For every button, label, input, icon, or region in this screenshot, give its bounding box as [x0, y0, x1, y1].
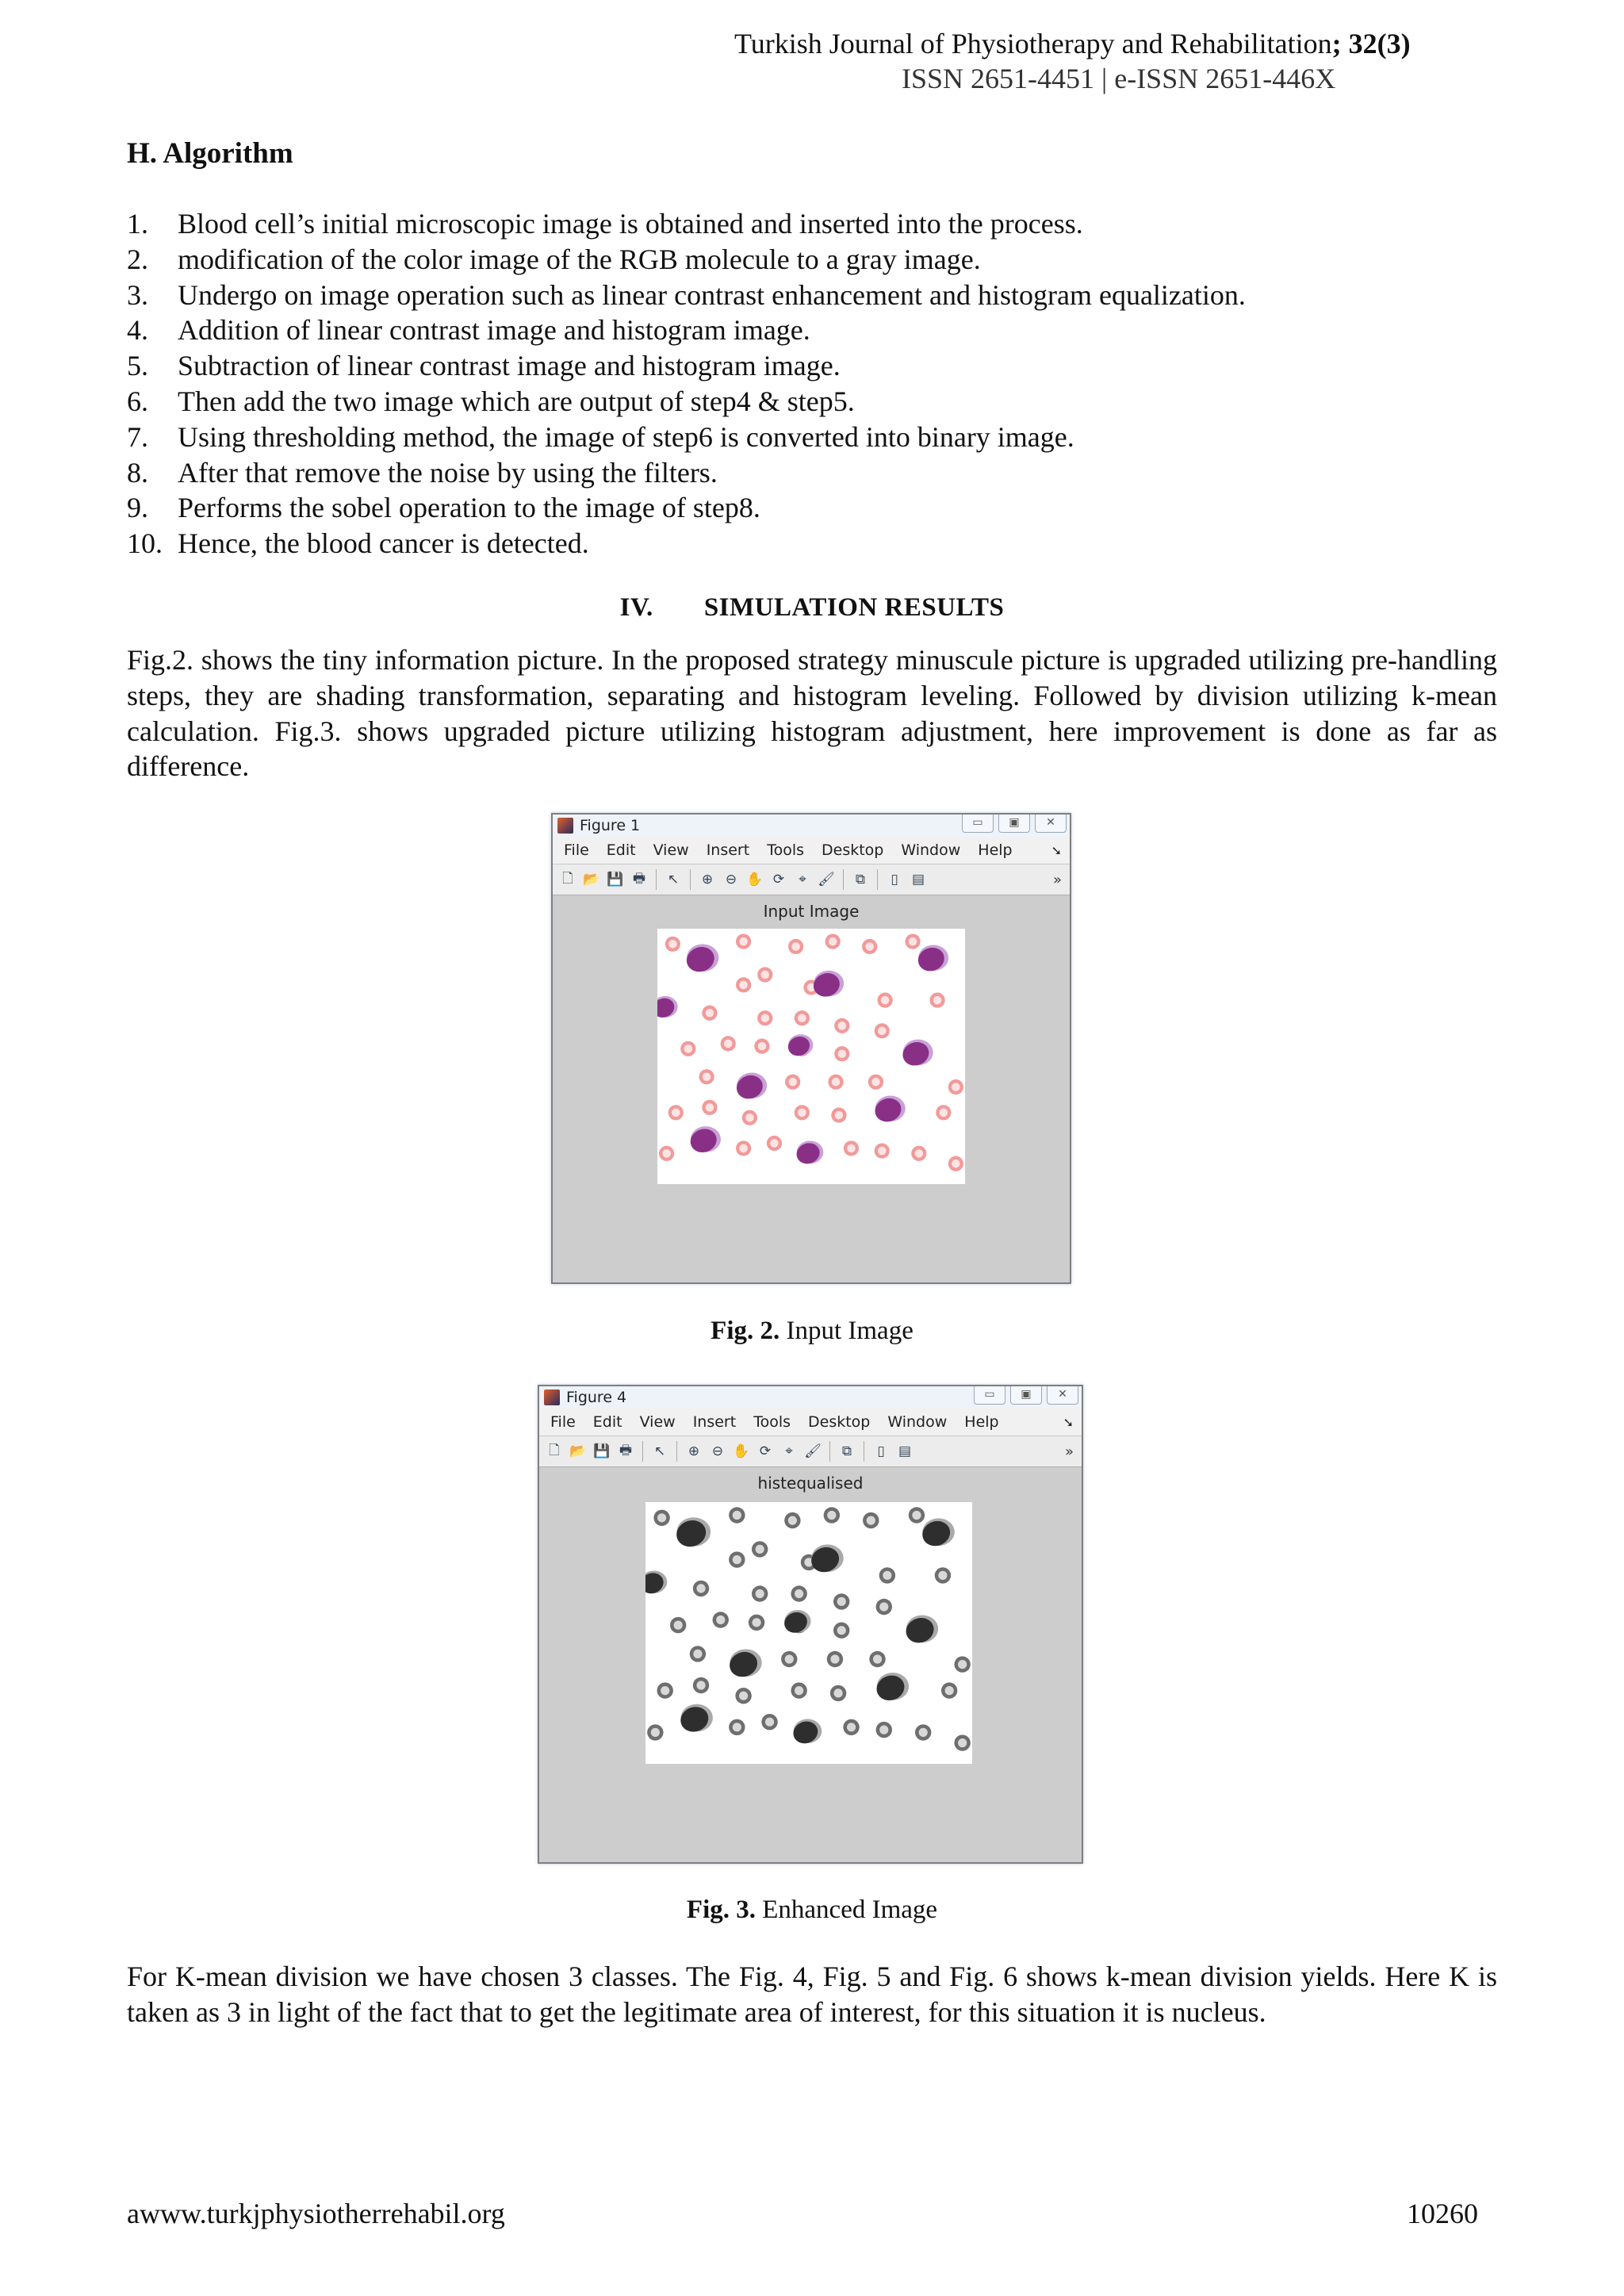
pan-icon[interactable]: ✋: [746, 872, 764, 887]
red-blood-cell-center: [798, 1014, 806, 1022]
step-text: Then add the two image which are output of step4 & step5.: [178, 385, 855, 417]
red-blood-cell-center: [758, 1042, 767, 1051]
red-blood-cell-center: [838, 1049, 847, 1058]
step-number: 4.: [127, 314, 148, 347]
menu-file[interactable]: File: [564, 841, 589, 859]
window-controls: [962, 815, 1067, 833]
zoom-in-icon[interactable]: ⊕: [701, 872, 714, 887]
new-figure-icon[interactable]: 🗋: [549, 1442, 560, 1458]
red-blood-cell-center: [672, 1109, 680, 1117]
link-plot-icon[interactable]: ⧉: [841, 1443, 852, 1459]
figure-caption: [0, 1317, 1624, 1346]
red-blood-cell-center: [940, 1109, 948, 1117]
step-text: Undergo on image operation such as linear contrast enhancement and histogram equalization.: [178, 278, 1246, 311]
window-title: Figure 1: [580, 817, 641, 834]
footer-url: awww.turkjphysiotherrehabil.org: [127, 2198, 505, 2229]
step-text: Hence, the blood cancer is detected.: [178, 527, 589, 560]
menu-bar: [539, 1409, 1082, 1436]
maximize-icon[interactable]: ▣: [1010, 1386, 1042, 1405]
step-number: 5.: [127, 350, 148, 382]
red-blood-cell-center: [651, 1728, 660, 1737]
journal-header: [734, 27, 1624, 60]
red-blood-cell-center: [912, 1511, 921, 1520]
red-blood-cell-center: [706, 1009, 714, 1018]
red-blood-cell-center: [662, 1149, 671, 1158]
colorbar-icon[interactable]: ▯: [891, 872, 898, 887]
red-blood-cell-center: [795, 1589, 803, 1598]
step-number: 7.: [127, 420, 148, 453]
red-blood-cell-center: [833, 1688, 842, 1697]
menu-view[interactable]: View: [653, 841, 689, 859]
red-blood-cell-center: [706, 1103, 714, 1112]
algorithm-step: [127, 206, 1246, 242]
data-cursor-icon[interactable]: ⌖: [799, 872, 806, 887]
blood-smear-image: [657, 929, 965, 1184]
red-blood-cell-center: [878, 1147, 887, 1156]
section-heading-simulation: [0, 593, 1624, 623]
matlab-icon: [544, 1389, 560, 1405]
red-blood-cell-center: [657, 1513, 666, 1522]
red-blood-cell-center: [867, 1516, 875, 1524]
algorithm-step: [127, 348, 1246, 384]
red-blood-cell-center: [847, 1144, 856, 1153]
red-blood-cell-center: [878, 1027, 887, 1036]
toolbar-separator: [843, 869, 844, 890]
red-blood-cell-center: [739, 981, 748, 990]
dock-arrow-icon[interactable]: ➘: [1063, 1414, 1074, 1430]
close-icon[interactable]: ✕: [1047, 1386, 1078, 1405]
journal-volume: ; 32(3): [1331, 28, 1411, 59]
axes-title: histequalised: [757, 1474, 864, 1493]
red-blood-cell-center: [761, 1014, 770, 1022]
figure-window-enhanced[interactable]: [538, 1385, 1083, 1864]
menu-window[interactable]: Window: [901, 841, 961, 859]
pointer-icon[interactable]: ↖: [667, 872, 680, 887]
step-text: Using thresholding method, the image of step6 is converted into binary image.: [178, 420, 1074, 453]
red-blood-cell-center: [827, 1511, 836, 1520]
red-blood-cell-center: [879, 1725, 888, 1734]
red-blood-cell-center: [739, 937, 748, 946]
matlab-icon: [557, 818, 573, 834]
red-blood-cell-center: [952, 1083, 960, 1091]
red-blood-cell-center: [952, 1159, 960, 1168]
toolbar-separator: [642, 1441, 643, 1462]
section-title: SIMULATION RESULTS: [703, 593, 1005, 622]
caption-text: Enhanced Image: [756, 1895, 938, 1924]
print-icon[interactable]: 🖶: [619, 1442, 633, 1458]
toolbar-overflow-icon[interactable]: »: [1064, 1443, 1074, 1460]
red-blood-cell-center: [684, 1045, 693, 1053]
red-blood-cell-center: [733, 1555, 741, 1564]
menu-edit[interactable]: Edit: [592, 1413, 622, 1431]
red-blood-cell-center: [881, 996, 890, 1005]
step-text: After that remove the noise by using the filters.: [178, 456, 718, 489]
menu-insert[interactable]: Insert: [692, 1413, 737, 1431]
paragraph-simulation-intro: Fig.2. shows the tiny information picture. In the proposed strategy minuscule picture is upgraded utilizing pre-handling steps, they are shading transformation, separating and histogram leveling. Followed by division utilizing k-mean calculation. Fig.3. shows upgraded picture utilizing histogram adjustment, here improvement is done as far as difference.: [127, 644, 1497, 783]
step-text: Blood cell’s initial microscopic image is obtained and inserted into the process.: [178, 208, 1083, 240]
red-blood-cell-center: [938, 1571, 947, 1580]
red-blood-cell-center: [879, 1602, 888, 1611]
zoom-out-icon[interactable]: ⊖: [725, 872, 737, 887]
menu-file[interactable]: File: [550, 1413, 576, 1431]
section-number: IV.: [619, 593, 653, 622]
red-blood-cell-center: [674, 1620, 683, 1629]
red-blood-cell-center: [752, 1618, 760, 1627]
red-blood-cell-center: [847, 1723, 856, 1731]
data-cursor-icon[interactable]: ⌖: [785, 1443, 793, 1459]
dock-arrow-icon[interactable]: ➘: [1051, 842, 1062, 858]
open-file-icon[interactable]: 📂: [569, 1443, 587, 1459]
maximize-icon[interactable]: ▣: [998, 815, 1030, 833]
algorithm-step: [127, 278, 1246, 313]
algorithm-step: [127, 242, 1246, 278]
figure-toolbar: [553, 864, 1070, 895]
step-text: Performs the sobel operation to the image of step8.: [178, 492, 760, 524]
red-blood-cell-center: [661, 1686, 669, 1695]
red-blood-cell-center: [883, 1571, 891, 1580]
brush-icon[interactable]: 🖌: [818, 872, 835, 887]
zoom-in-icon[interactable]: ⊕: [688, 1443, 700, 1459]
algorithm-list: [127, 206, 1246, 562]
algorithm-step: [127, 420, 1246, 455]
red-blood-cell-center: [693, 1650, 702, 1658]
link-plot-icon[interactable]: ⧉: [855, 872, 866, 887]
algorithm-step: [127, 455, 1246, 491]
paragraph-kmean: For K-mean division we have chosen 3 classes. The Fig. 4, Fig. 5 and Fig. 6 shows k-mean division yields. Here K is taken as 3 in light of the fact that to get the legitimate area of interest, for this situation it is nucleus.: [127, 1961, 1497, 2028]
algorithm-step: [127, 490, 1246, 526]
toolbar-separator: [656, 869, 657, 890]
red-blood-cell-center: [835, 1111, 844, 1120]
minimize-icon[interactable]: ▭: [962, 815, 994, 833]
algorithm-step: [127, 312, 1246, 348]
axes-title: Input Image: [763, 902, 860, 921]
red-blood-cell-center: [765, 1718, 774, 1727]
red-blood-cell-center: [703, 1072, 711, 1081]
step-number: 2.: [127, 243, 148, 275]
caption-label: Fig. 2.: [710, 1317, 780, 1345]
plot-area: [553, 895, 1070, 1282]
legend-icon[interactable]: ▤: [898, 1443, 912, 1459]
step-text: Addition of linear contrast image and histogram image.: [178, 314, 810, 347]
red-blood-cell-center: [958, 1660, 967, 1669]
menu-edit[interactable]: Edit: [606, 841, 636, 859]
plot-area: [539, 1467, 1082, 1862]
window-titlebar[interactable]: [553, 815, 1070, 837]
zoom-out-icon[interactable]: ⊖: [711, 1443, 724, 1459]
red-blood-cell-center: [795, 1686, 803, 1695]
figure-toolbar: [539, 1436, 1082, 1467]
red-blood-cell-center: [745, 1114, 754, 1122]
save-icon[interactable]: 💾: [593, 1443, 611, 1459]
red-blood-cell-center: [696, 1681, 705, 1689]
journal-issn: ISSN 2651-4451 | e-ISSN 2651-446X: [902, 63, 1336, 94]
red-blood-cell-center: [770, 1139, 779, 1148]
rotate-icon[interactable]: ⟳: [759, 1443, 772, 1459]
toolbar-separator: [877, 869, 878, 890]
red-blood-cell-center: [837, 1597, 846, 1606]
blood-smear-color-svg: [657, 929, 965, 1184]
menu-desktop[interactable]: Desktop: [822, 841, 884, 859]
red-blood-cell-center: [919, 1728, 928, 1737]
legend-icon[interactable]: ▤: [911, 872, 925, 887]
pointer-icon[interactable]: ↖: [653, 1443, 666, 1459]
red-blood-cell-center: [873, 1654, 882, 1663]
toolbar-separator: [690, 869, 691, 890]
menu-insert[interactable]: Insert: [706, 841, 750, 859]
red-blood-cell-center: [788, 1516, 797, 1524]
page-number: 10260: [1407, 2198, 1478, 2229]
algorithm-step: [127, 384, 1246, 420]
colorbar-icon[interactable]: ▯: [877, 1443, 885, 1459]
red-blood-cell-center: [668, 940, 677, 949]
step-number: 1.: [127, 208, 148, 240]
close-icon[interactable]: ✕: [1035, 815, 1067, 833]
menu-desktop[interactable]: Desktop: [808, 1413, 871, 1431]
menu-tools[interactable]: Tools: [767, 841, 804, 859]
red-blood-cell-center: [865, 942, 874, 951]
red-blood-cell-center: [837, 1626, 846, 1635]
red-blood-cell-center: [739, 1692, 748, 1700]
toolbar-separator: [676, 1441, 677, 1462]
red-blood-cell-center: [829, 937, 837, 946]
red-blood-cell-center: [756, 1545, 764, 1554]
menu-help[interactable]: Help: [978, 841, 1013, 859]
toolbar-overflow-icon[interactable]: »: [1052, 871, 1062, 888]
journal-title: Turkish Journal of Physiotherapy and Rehabilitation: [734, 28, 1332, 59]
save-icon[interactable]: 💾: [607, 872, 624, 887]
step-text: Subtraction of linear contrast image and histogram image.: [178, 350, 841, 382]
step-number: 10.: [127, 527, 163, 560]
step-text: modification of the color image of the RGB molecule to a gray image.: [178, 243, 981, 275]
menu-window[interactable]: Window: [887, 1413, 948, 1431]
red-blood-cell-center: [761, 971, 770, 979]
window-titlebar[interactable]: [539, 1386, 1082, 1409]
red-blood-cell-center: [785, 1654, 794, 1663]
red-blood-cell-center: [909, 937, 917, 946]
section-heading-algorithm: H. Algorithm: [127, 137, 293, 170]
step-number: 6.: [127, 385, 148, 417]
red-blood-cell-center: [733, 1723, 741, 1731]
red-blood-cell-center: [791, 942, 800, 951]
red-blood-cell-center: [838, 1022, 847, 1030]
menu-view[interactable]: View: [639, 1413, 676, 1431]
enhanced-smear-image: [645, 1502, 972, 1764]
new-figure-icon[interactable]: 🗋: [562, 870, 573, 887]
red-blood-cell-center: [871, 1078, 880, 1087]
red-blood-cell-center: [915, 1149, 924, 1158]
caption-label: Fig. 3.: [686, 1895, 756, 1924]
window-controls: [974, 1386, 1078, 1405]
rotate-icon[interactable]: ⟳: [772, 872, 785, 887]
menu-bar: [553, 837, 1070, 864]
open-file-icon[interactable]: 📂: [583, 872, 600, 887]
figure-caption: [0, 1895, 1624, 1925]
red-blood-cell-center: [716, 1616, 725, 1624]
red-blood-cell-center: [756, 1589, 764, 1598]
red-blood-cell-center: [798, 1109, 806, 1117]
red-blood-cell-center: [696, 1584, 705, 1593]
red-blood-cell-center: [788, 1078, 797, 1087]
step-number: 9.: [127, 492, 148, 524]
red-blood-cell-center: [933, 996, 942, 1005]
toolbar-separator: [829, 1441, 830, 1462]
blood-smear-gray-svg: [645, 1502, 972, 1764]
figure-window-input[interactable]: [551, 813, 1071, 1284]
red-blood-cell-center: [739, 1144, 748, 1153]
red-blood-cell-center: [945, 1686, 954, 1695]
caption-text: Input Image: [779, 1317, 914, 1345]
minimize-icon[interactable]: ▭: [974, 1386, 1005, 1405]
menu-tools[interactable]: Tools: [753, 1413, 791, 1431]
menu-help[interactable]: Help: [964, 1413, 999, 1431]
step-number: 3.: [127, 278, 148, 311]
red-blood-cell-center: [832, 1078, 841, 1087]
red-blood-cell-center: [724, 1040, 733, 1048]
brush-icon[interactable]: 🖌: [804, 1443, 822, 1459]
algorithm-step: [127, 526, 1246, 562]
print-icon[interactable]: 🖶: [632, 870, 646, 887]
window-title: Figure 4: [566, 1389, 627, 1406]
red-blood-cell-center: [958, 1738, 967, 1747]
pan-icon[interactable]: ✋: [733, 1443, 750, 1459]
red-blood-cell-center: [830, 1654, 839, 1663]
step-number: 8.: [127, 456, 148, 489]
red-blood-cell-center: [733, 1511, 741, 1520]
